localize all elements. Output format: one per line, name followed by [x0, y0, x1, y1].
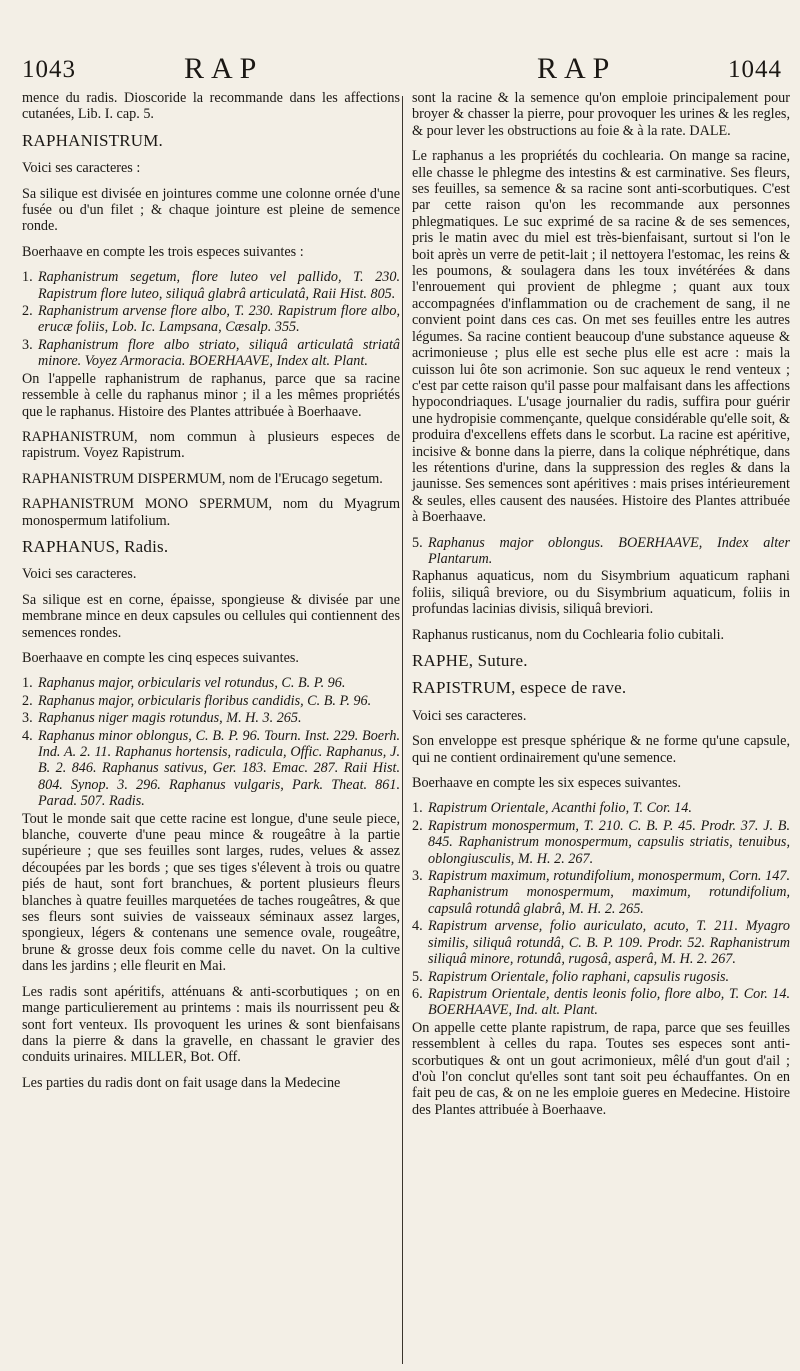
- text-paragraph: sont la racine & la semence qu'on emploie principalement pour broyer & chasser la pierre, pour provoquer les urines & les regles, & pour lever les obstructions au foie & à la rate. DALE.: [412, 90, 790, 139]
- numbered-entry: [412, 868, 790, 917]
- entry-text: Rapistrum arvense, folio auriculato, acuto, T. 211. Myagro similis, siliquâ rotundâ, C. B. P. 109. Prodr. 52. Raphanistrum siliquâ minore, rotundâ, rugosâ, asperâ, M. H. 2. 267.: [428, 918, 790, 968]
- text-paragraph: Le raphanus a les propriétés du cochlearia. On mange sa racine, elle chasse le phlegme des intestins & est carminative. Ses fleurs, ses feuilles, sa semence & sa racine sont anti-scorbutiques. C'est par cette raison qu'on les recommande aux personnes phlegmatiques. Le suc exprimé de sa racine & de ses semences, pris le matin avec du miel est très-bienfaisant, surtout si l'on le boit après un verre de petit-lait ; il nettoyera l'estomac, les reins & les poumons, & soulagera dans les toux invétérées & dans l'enrouement qui provient de phlegme ; quant aux toux accompagnées d'inflammation ou de crachement de sang, il ne convient point dans ces cas. On met ses feuilles entre les autres légumes. Sa racine contient beaucoup d'une substance aqueuse & acrimonieuse ; plus elle est seche plus elle est acre : mais la cuisson lui ôte son acrimonie. Son suc aqueux le rend venteux ; c'est par cette raison qu'il passe pour malfaisant dans les affections hypocondriaques. L'usage journalier du radis, suffira pour guérir une hydropisie commençante, quelque considérable qu'elle soit, & produira d'excellens effets dans le scorbut. La racine est apéritive, incisive & bonne dans la pierre, dans la colique néphrétique, dans les rétentions d'urine, dans la suppression des regles & dans la jaunisse. Ses semences sont apéritives : mais prises intérieurement & seules, elles causent des nausées. Histoire des Plantes attribuée à Boerhaave.: [412, 148, 790, 526]
- entry-number: 4.: [22, 727, 33, 744]
- text-paragraph: Son enveloppe est presque sphérique & ne forme qu'une capsule, qui ne contient ordinairement qu'une semence.: [412, 733, 790, 766]
- entry-text: Raphanus minor oblongus, C. B. P. 96. Tourn. Inst. 229. Boerh. Ind. A. 2. 11. Raphanus hortensis, radicula, Offic. Raphanus, J. B. 2. 846. Raphanus sativus, Ger. 183. Emac. 287. Raii Hist. 804. Synop. 3. 296. Raphanus vulgaris, Park. Theat. 861. Parad. 507. Radis.: [38, 727, 400, 810]
- numbered-entry: [412, 918, 790, 967]
- entry-number: 2.: [22, 303, 33, 320]
- text-paragraph: Voici ses caracteres :: [22, 160, 141, 177]
- numbered-entry: [412, 535, 790, 568]
- left-running-head: RAP: [184, 52, 264, 85]
- numbered-entry: [22, 337, 400, 370]
- numbered-entry: [22, 693, 400, 709]
- text-paragraph: RAPHANISTRUM DISPERMUM, nom de l'Erucago segetum.: [22, 470, 383, 487]
- entry-text: Rapistrum Orientale, folio raphani, capsulis rugosis.: [428, 968, 730, 985]
- entry-text: Raphanus major oblongus. BOERHAAVE, Index alter Plantarum.: [428, 534, 790, 567]
- text-paragraph: On appelle cette plante rapistrum, de rapa, parce que ses feuilles ressemblent à celles du rapa. Toutes ses especes sont anti-scorbutiques & ont un gout acrimonieux, mêlé d'un gout d'ail ; d'où l'on conclut qu'elles sont tant soit peu échauffantes. On en fait peu de cas, & on ne les emploie gueres en Medecine. Histoire des Plantes attribuée à Boerhaave.: [412, 1019, 790, 1118]
- entry-headword: RAPHANUS, Radis.: [22, 536, 169, 556]
- text-paragraph: Les radis sont apéritifs, atténuans & anti-scorbutiques ; on en mange particulierement au printems : mais ils nourrissent peu & sont fort venteux. Ils provoquent les urines & sont bienfaisans dans la pierre & dans la gravelle, en chassant le gravier des conduits urinaires. MILLER, Bot. Off.: [22, 983, 400, 1066]
- entry-number: 6.: [412, 985, 423, 1002]
- running-header: [22, 52, 782, 92]
- text-paragraph: Raphanus rusticanus, nom du Cochlearia folio cubitali.: [412, 626, 725, 643]
- text-paragraph: Boerhaave en compte les six especes suivantes.: [412, 775, 682, 792]
- entry-headword: RAPHANISTRUM.: [22, 130, 163, 150]
- entry-text: Rapistrum maximum, rotundifolium, monospermum, Corn. 147. Raphanistrum monospermum, maximum, rotundifolium, capsulâ rotundâ glabrâ, M. H. 2. 265.: [428, 868, 790, 917]
- numbered-entry: [22, 303, 400, 336]
- entry-text: Rapistrum Orientale, dentis leonis folio, flore albo, T. Cor. 14. BOERHAAVE, Ind. alt. Plant.: [428, 985, 790, 1019]
- entry-headword: RAPHE, Suture.: [412, 651, 528, 670]
- numbered-entry: [412, 800, 790, 816]
- numbered-entry: [22, 728, 400, 810]
- column-divider: [402, 96, 403, 1364]
- entry-number: 1.: [22, 675, 33, 692]
- entry-number: 5.: [412, 968, 423, 985]
- entry-number: 3.: [22, 710, 33, 727]
- text-paragraph: Boerhaave en compte les trois especes suivantes :: [22, 243, 304, 260]
- left-page-number: 1043: [22, 56, 76, 83]
- text-paragraph: RAPHANISTRUM MONO SPERMUM, nom du Myagrum monospermum latifolium.: [22, 496, 400, 529]
- entry-text: Raphanistrum flore albo striato, siliquâ articulatâ striatâ minore. Voyez Armoracia. BOERHAAVE, Index alt. Plant.: [38, 336, 400, 370]
- left-column: [22, 90, 400, 1100]
- entry-text: Raphanus major, orbicularis vel rotundus, C. B. P. 96.: [38, 675, 346, 692]
- entry-text: Rapistrum monospermum, T. 210. C. B. P. 45. Prodr. 37. J. B. 845. Raphanistrum monospermum, capsulis striatis, tenuibus, oblongiusculis, M. H. 2. 267.: [428, 817, 790, 867]
- text-paragraph: On l'appelle raphanistrum de raphanus, parce que sa racine ressemble à celle du raphanus minor ; il a les mêmes propriétés que le raphanus. Histoire des Plantes attribuée à Boerhaave.: [22, 370, 400, 420]
- text-paragraph: Sa silique est en corne, épaisse, spongieuse & divisée par une membrane mince en deux capsules ou cellules qui contiennent des semences rondes.: [22, 591, 400, 641]
- right-column: [412, 90, 790, 1127]
- text-paragraph: Tout le monde sait que cette racine est longue, d'une seule piece, blanche, couverte d'une peau mince & rougeâtre à la partie supérieure ; que ses feuilles sont larges, rudes, velues & assez découpées par les bords ; que ses tiges s'élevent à trois ou quatre piés de haut, sont fort branchues, & portent plusieurs fleurs blanches à quatre feuilles marquetées de taches rougeâtres, & que ses fleurs sont suivies de vaisseaux séminaux assez larges, spongieux, légers & contenans une semence ovale, rougeâtre, brune & grosse deux fois comme celle du navet. On la cultive dans les jardins ; elle fleurit en Mai.: [22, 810, 400, 975]
- numbered-entry: [22, 675, 400, 691]
- entry-text: Rapistrum Orientale, Acanthi folio, T. Cor. 14.: [428, 800, 692, 817]
- numbered-entry: [412, 986, 790, 1019]
- entry-headword: RAPISTRUM, espece de rave.: [412, 678, 627, 698]
- entry-number: 2.: [22, 692, 33, 709]
- entry-number: 3.: [22, 336, 33, 353]
- entry-number: 4.: [412, 918, 423, 935]
- text-paragraph: RAPHANISTRUM, nom commun à plusieurs especes de rapistrum. Voyez Rapistrum.: [22, 428, 400, 462]
- entry-number: 2.: [412, 817, 423, 834]
- numbered-entry: [22, 269, 400, 302]
- numbered-entry: [412, 969, 790, 985]
- text-paragraph: Les parties du radis dont on fait usage dans la Medecine: [22, 1074, 341, 1091]
- entry-number: 1.: [412, 800, 423, 817]
- entry-number: 5.: [412, 534, 423, 551]
- right-running-head: RAP: [537, 52, 617, 85]
- text-paragraph: Raphanus aquaticus, nom du Sisymbrium aquaticum raphani foliis, siliquâ breviore, ou du Sisymbrium aquaticum, foliis in profundas lacinias divisis, siliquâ breviori.: [412, 568, 790, 618]
- entry-text: Raphanistrum segetum, flore luteo vel pallido, T. 230. Rapistrum flore luteo, siliquâ glabrâ articulatâ, Raii Hist. 805.: [38, 269, 400, 302]
- entry-number: 3.: [412, 868, 423, 885]
- text-paragraph: Boerhaave en compte les cinq especes suivantes.: [22, 649, 299, 666]
- entry-text: Raphanus major, orbicularis floribus candidis, C. B. P. 96.: [38, 692, 372, 709]
- entry-text: Raphanus niger magis rotundus, M. H. 3. 265.: [38, 710, 302, 727]
- right-page-number: 1044: [728, 56, 782, 83]
- text-paragraph: Voici ses caracteres.: [412, 707, 527, 724]
- text-paragraph: Voici ses caracteres.: [22, 566, 137, 583]
- numbered-entry: [22, 710, 400, 726]
- numbered-entry: [412, 818, 790, 867]
- entry-text: Raphanistrum arvense flore albo, T. 230. Rapistrum flore albo, erucæ foliis, Lob. Ic. Lampsana, Cæsalp. 355.: [38, 303, 400, 336]
- entry-number: 1.: [22, 269, 33, 286]
- text-paragraph: mence du radis. Dioscoride la recommande dans les affections cutanées, Lib. I. cap. 5.: [22, 90, 400, 123]
- text-paragraph: Sa silique est divisée en jointures comme une colonne ornée d'une fusée ou d'un filet ; & chaque jointure est pleine de semence ronde.: [22, 185, 400, 235]
